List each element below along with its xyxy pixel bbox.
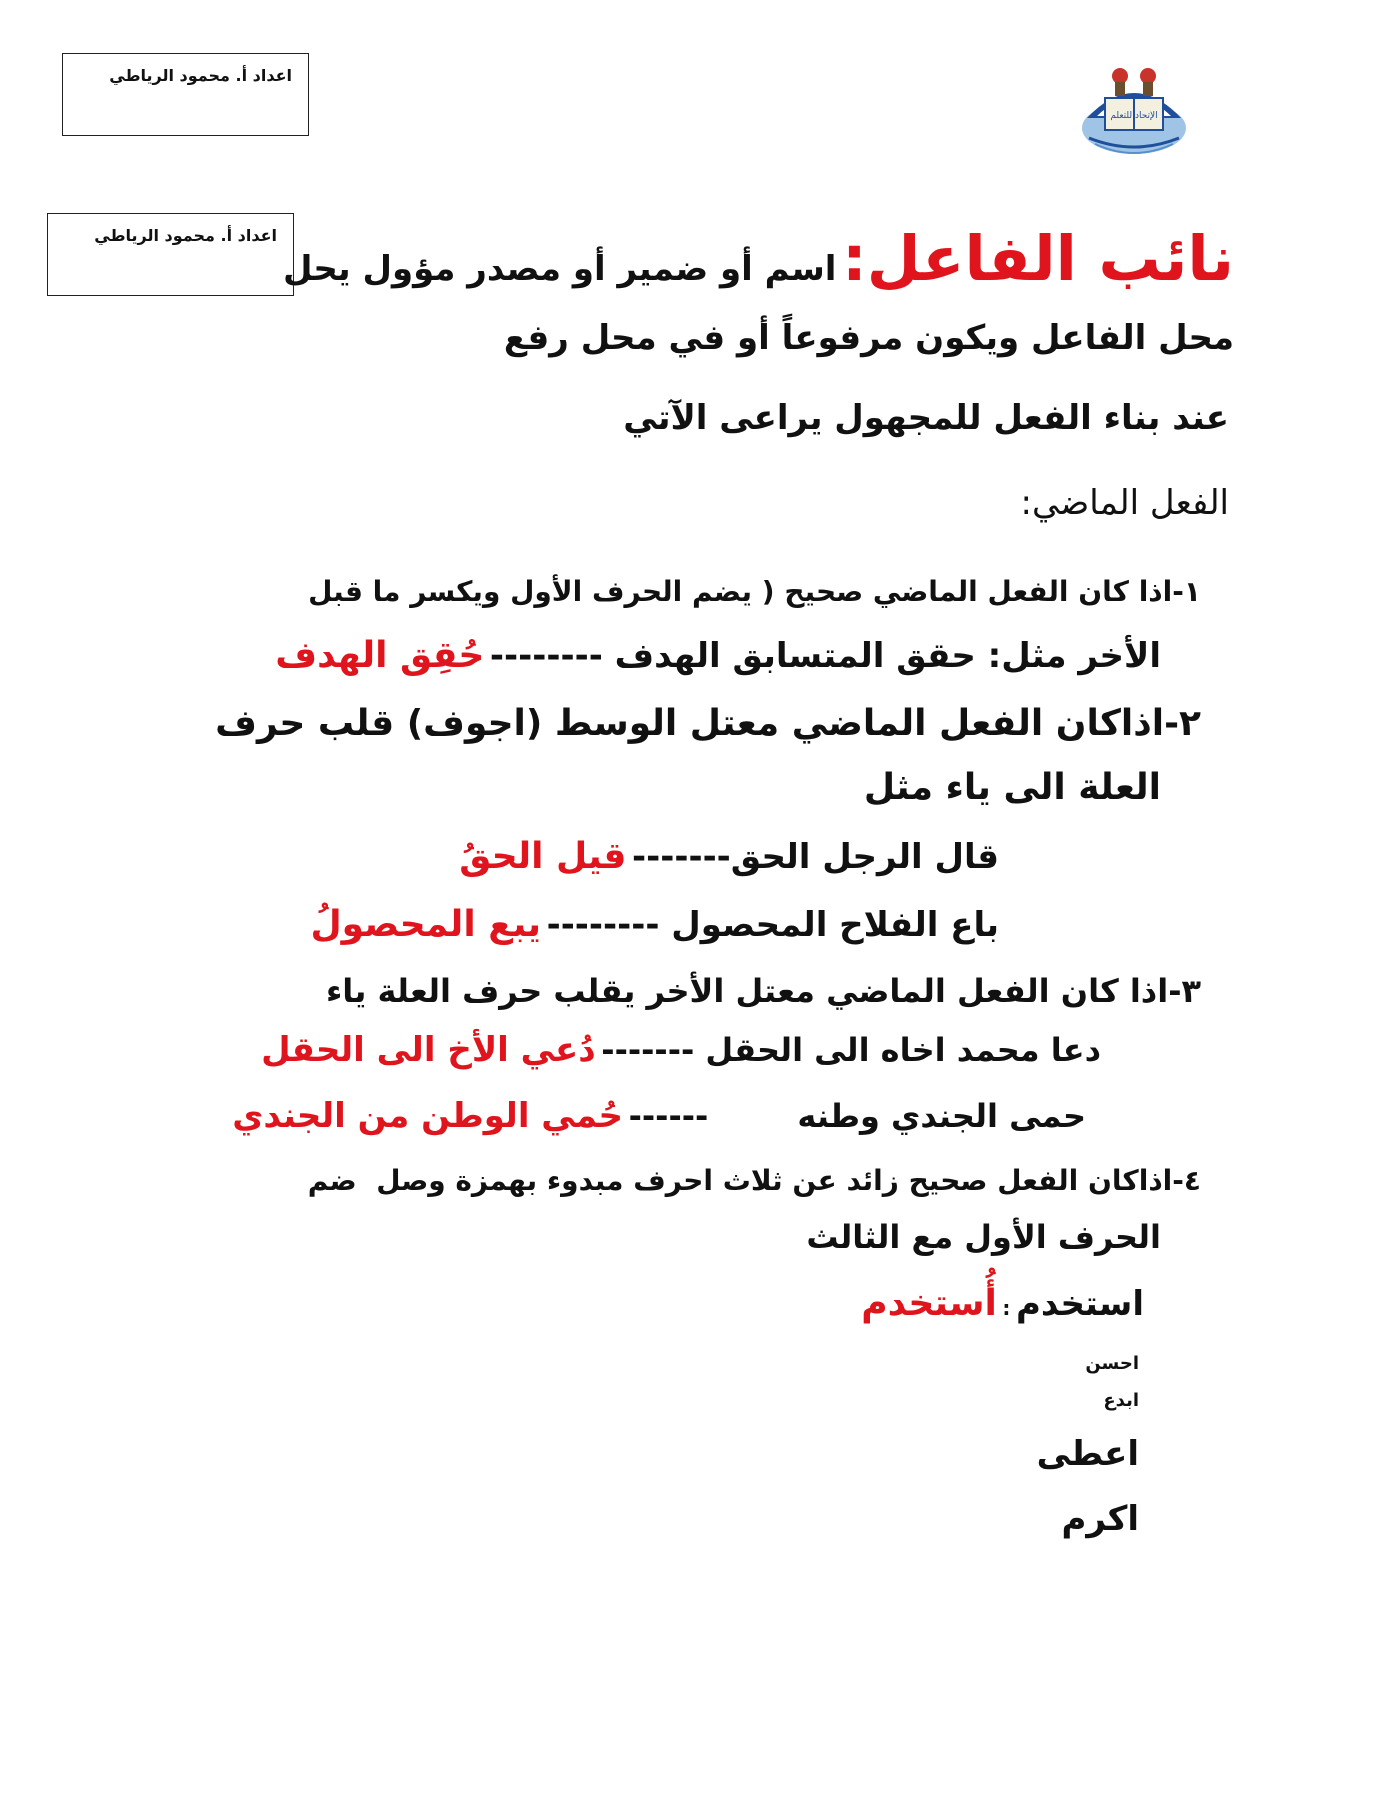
rule-2-line-2: العلة الى ياء مثل [863,767,1161,808]
verb-item: احسن [1085,1353,1139,1374]
author-label: اعداد أ. محمود الرياطي [94,226,277,245]
definition-line-1 [283,222,1234,295]
rule-1-line-1: ١-اذا كان الفعل الماضي صحيح ( يضم الحرف الأول ويكسر ما قبل [308,575,1201,608]
definition-text: اسم أو ضمير أو مصدر مؤول يحل [283,249,837,289]
rule-4-example-answer: أُستخدم [861,1283,997,1324]
rule-3-example-2-text: حمى الجندي وطنه ------ [628,1097,1086,1135]
page-title: نائب الفاعل: [842,222,1234,295]
rule-4-example-text: استخدم [1015,1284,1144,1324]
author-box-top [62,53,309,136]
definition-line-2: محل الفاعل ويكون مرفوعاً أو في محل رفع [503,318,1234,358]
rule-3-example-2 [232,1096,1086,1136]
rule-2-example-2-text: باع الفلاح المحصول -------- [546,905,999,945]
rule-2-example-2-answer: يبع المحصولُ [310,904,541,945]
rule-1-answer: حُقِق الهدف [275,635,485,676]
rule-3-example-1 [261,1030,1101,1070]
school-logo [1075,46,1193,164]
rule-4-separator: : [1002,1296,1011,1320]
rule-3-example-1-answer: دُعي الأخ الى الحقل [261,1030,596,1070]
rule-1-example: الأخر مثل: حقق المتسابق الهدف -------- [489,636,1161,676]
rule-3-example-1-text: دعا محمد اخاه الى الحقل ------- [601,1031,1101,1069]
rule-3-line-1: ٣-اذا كان الفعل الماضي معتل الأخر يقلب حرف العلة ياء [325,972,1201,1010]
rule-1-line-2 [275,635,1161,676]
author-label: اعداد أ. محمود الرياطي [109,66,292,85]
intro-line: عند بناء الفعل للمجهول يراعى الآتي [623,398,1229,438]
author-box-second [47,213,294,296]
rule-4-line-2: الحرف الأول مع الثالث [806,1218,1161,1256]
rule-4-example-1 [861,1283,1144,1324]
rule-2-line-1: ٢-اذاكان الفعل الماضي معتل الوسط (اجوف) قلب حرف [215,703,1201,744]
rule-2-example-1 [459,836,999,877]
rule-4-line-1: ٤-اذاكان الفعل صحيح زائد عن ثلاث احرف مبدوء بهمزة وصل ضم [307,1164,1201,1197]
verb-item: ابدع [1103,1390,1139,1411]
svg-text:الإتحاد للتعلم: الإتحاد للتعلم [1110,111,1158,121]
rule-2-example-1-answer: قيل الحقُ [459,836,627,877]
rule-2-example-1-text: قال الرجل الحق------- [632,837,999,877]
verb-item: اعطى [1036,1434,1139,1474]
rule-2-example-2 [310,904,999,945]
section-heading: الفعل الماضي: [1020,483,1229,523]
rule-3-example-2-answer: حُمي الوطن من الجندي [232,1096,624,1136]
verb-item: اكرم [1061,1499,1139,1539]
